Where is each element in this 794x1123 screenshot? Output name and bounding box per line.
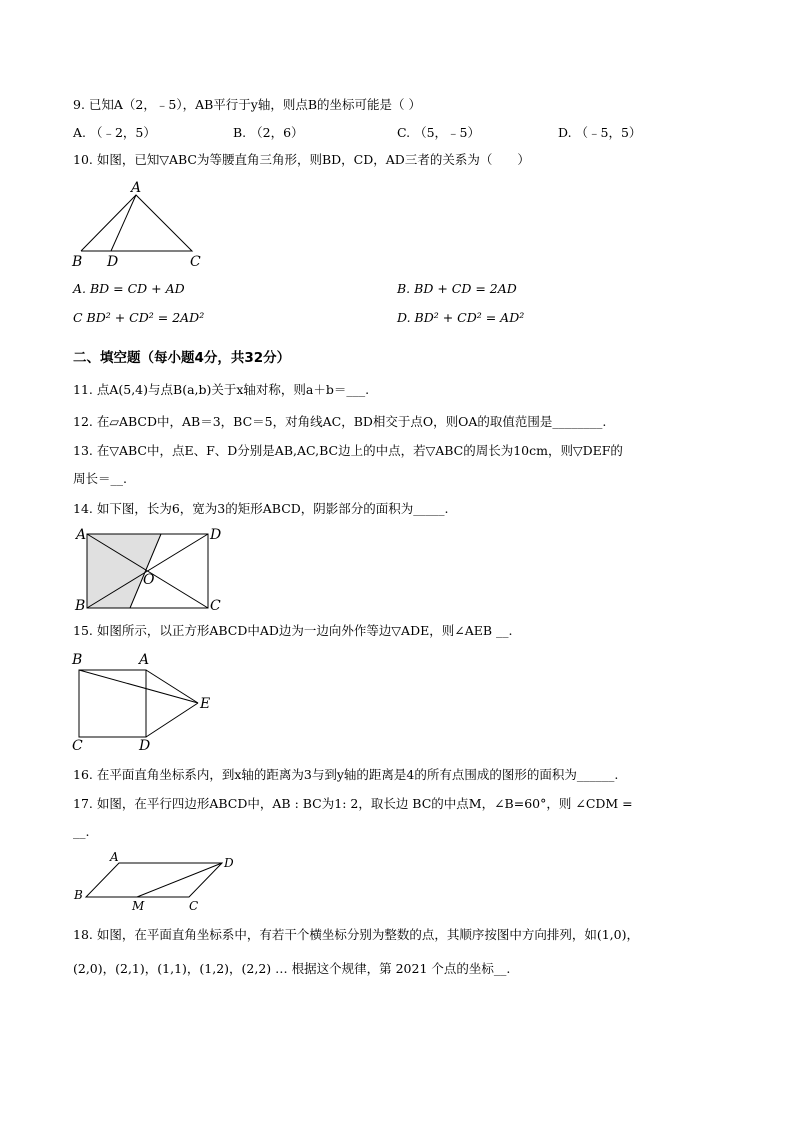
q9-stem: 9. 已知A（2，﹣5），AB平行于y轴，则点B的坐标可能是（ ） <box>73 97 422 112</box>
q17-label-c: C <box>189 899 199 913</box>
q17-line1: 17. 如图，在平行四边形ABCD中，AB : BC为1: 2，取长边 BC的中点M，∠B=60°，则 ∠CDM = <box>73 796 633 811</box>
q10-option-d: D. BD² + CD² = AD² <box>397 310 525 325</box>
q14-rectangle-figure <box>70 522 230 614</box>
q10-segment-ad <box>111 195 136 251</box>
q18-line2: (2,0)，(2,1)，(1,1)，(1,2)，(2,2) … 根据这个规律，第 2021 个点的坐标__. <box>73 961 511 976</box>
q10-stem: 10. 如图，已知▽ABC为等腰直角三角形，则BD，CD，AD三者的关系为（ ） <box>73 152 530 167</box>
q17-segment-dm <box>137 863 222 897</box>
q14-label-b: B <box>75 598 86 614</box>
q15-text: 15. 如图所示，以正方形ABCD中AD边为一边向外作等边▽ADE，则∠AEB __. <box>73 623 513 638</box>
q15-label-a: A <box>139 652 150 668</box>
q10-triangle-figure <box>70 176 220 272</box>
q10-label-a: A <box>131 180 142 196</box>
q15-square-figure <box>70 646 230 756</box>
q15-label-c: C <box>72 738 83 754</box>
q17-label-a: A <box>110 850 119 864</box>
q14-shaded-region <box>87 534 161 608</box>
q17-label-d: D <box>224 856 234 870</box>
q15-segment-be <box>79 670 198 703</box>
q17-label-b: B <box>74 888 83 902</box>
q14-label-o: O <box>143 572 155 588</box>
q14-label-d: D <box>210 527 222 543</box>
q17-line2: __. <box>73 824 90 839</box>
q15-label-e: E <box>200 696 211 712</box>
q10-label-d: D <box>107 254 119 270</box>
q9-option-b: B. （2，6） <box>233 125 304 140</box>
q17-parallelogram-figure <box>70 846 250 916</box>
q14-label-a: A <box>76 527 87 543</box>
q15-segment-ae <box>146 670 198 703</box>
q10-option-a: A. BD = CD + AD <box>73 281 185 296</box>
q13-line1: 13. 在▽ABC中，点E、F、D分别是AB,AC,BC边上的中点，若▽ABC的周长为10cm，则▽DEF的 <box>73 443 623 458</box>
q10-option-b: B. BD + CD = 2AD <box>397 281 517 296</box>
q14-text: 14. 如下图，长为6，宽为3的矩形ABCD，阴影部分的面积为_____. <box>73 501 449 516</box>
q16-text: 16. 在平面直角坐标系内，到x轴的距离为3与到y轴的距离是4的所有点围成的图形的面积为______. <box>73 767 619 782</box>
q10-triangle <box>81 195 192 251</box>
q9-option-d: D. （﹣5，5） <box>558 125 642 140</box>
q9-option-a: A. （﹣2，5） <box>73 125 156 140</box>
q10-label-b: B <box>72 254 83 270</box>
q15-segment-de <box>146 703 198 737</box>
q12-text: 12. 在▱ABCD中，AB＝3，BC＝5，对角线AC，BD相交于点O，则OA的取值范围是________. <box>73 414 607 429</box>
q9-option-c: C. （5，﹣5） <box>397 125 480 140</box>
section-title: 二、填空题（每小题4分，共32分） <box>73 350 291 366</box>
q15-square <box>79 670 146 737</box>
q18-line1: 18. 如图，在平面直角坐标系中，有若干个横坐标分别为整数的点，其顺序按图中方向排列，如(1,0)， <box>73 927 639 942</box>
q15-label-d: D <box>139 738 151 754</box>
q10-option-c: C BD² + CD² = 2AD² <box>73 310 205 325</box>
q10-label-c: C <box>190 254 201 270</box>
q17-label-m: M <box>132 899 145 913</box>
q11-text: 11. 点A(5,4)与点B(a,b)关于x轴对称，则a＋b＝___. <box>73 382 370 397</box>
q14-label-c: C <box>210 598 221 614</box>
q17-parallelogram <box>86 863 222 897</box>
q15-label-b: B <box>72 652 83 668</box>
q13-line2: 周长＝__. <box>73 471 127 486</box>
